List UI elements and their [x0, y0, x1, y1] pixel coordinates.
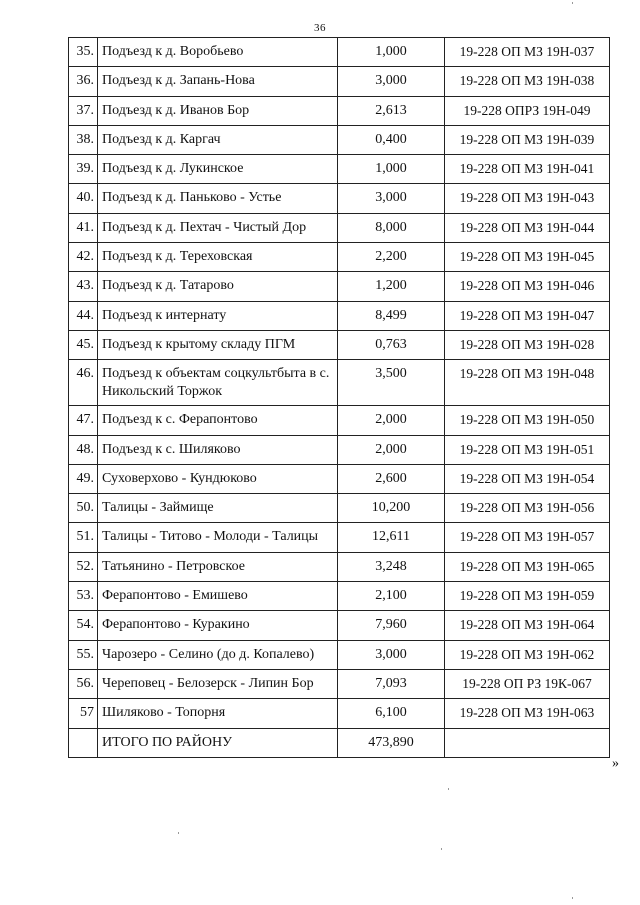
table-row [69, 406, 610, 435]
road-name-cell: Подъезд к д. Воробьево [98, 38, 338, 67]
road-length-cell: 6,100 [338, 699, 445, 728]
row-number-cell: 55. [69, 640, 98, 669]
road-length-cell: 2,000 [338, 435, 445, 464]
road-name-cell: Талицы - Займище [98, 494, 338, 523]
road-length-cell: 473,890 [338, 728, 445, 757]
road-length-cell: 2,100 [338, 582, 445, 611]
row-number-cell: 54. [69, 611, 98, 640]
road-length-cell: 3,000 [338, 640, 445, 669]
road-length-cell: 7,093 [338, 669, 445, 698]
road-length-cell: 2,000 [338, 406, 445, 435]
table-row [69, 523, 610, 552]
road-code-cell: 19-228 ОП МЗ 19Н-062 [445, 640, 610, 669]
road-length-cell: 3,000 [338, 67, 445, 96]
road-code-cell: 19-228 ОП МЗ 19Н-065 [445, 552, 610, 581]
table-row [69, 669, 610, 698]
row-number-cell: 35. [69, 38, 98, 67]
row-number-cell: 50. [69, 494, 98, 523]
table-row [69, 272, 610, 301]
table-row [69, 699, 610, 728]
road-name-cell: Ферапонтово - Емишево [98, 582, 338, 611]
road-length-cell: 2,600 [338, 464, 445, 493]
closing-quote: » [612, 756, 619, 771]
table-row [69, 301, 610, 330]
road-length-cell: 2,613 [338, 96, 445, 125]
road-length-cell: 8,000 [338, 213, 445, 242]
road-code-cell [445, 728, 610, 757]
table-row [69, 582, 610, 611]
total-row [69, 728, 610, 757]
road-name-cell: Шиляково - Топорня [98, 699, 338, 728]
road-code-cell: 19-228 ОП МЗ 19Н-038 [445, 67, 610, 96]
table-row [69, 611, 610, 640]
road-name-cell: ИТОГО ПО РАЙОНУ [98, 728, 338, 757]
road-name-cell: Талицы - Титово - Молоди - Талицы [98, 523, 338, 552]
road-length-cell: 3,248 [338, 552, 445, 581]
road-name-cell: Подъезд к д. Лукинское [98, 155, 338, 184]
road-length-cell: 12,611 [338, 523, 445, 552]
row-number-cell: 37. [69, 96, 98, 125]
road-code-cell: 19-228 ОП РЗ 19К-067 [445, 669, 610, 698]
table-row [69, 360, 610, 406]
table-row [69, 330, 610, 359]
scan-speck [441, 848, 442, 850]
road-code-cell: 19-228 ОП МЗ 19Н-050 [445, 406, 610, 435]
road-name-cell: Подъезд к объектам соцкультбыта в с. Никольский Торжок [98, 360, 338, 406]
road-code-cell: 19-228 ОП МЗ 19Н-064 [445, 611, 610, 640]
table-row [69, 96, 610, 125]
row-number-cell: 48. [69, 435, 98, 464]
road-name-cell: Подъезд к д. Тереховская [98, 243, 338, 272]
row-number-cell: 36. [69, 67, 98, 96]
row-number-cell: 49. [69, 464, 98, 493]
row-number-cell: 40. [69, 184, 98, 213]
row-number-cell: 42. [69, 243, 98, 272]
road-code-cell: 19-228 ОП МЗ 19Н-028 [445, 330, 610, 359]
road-length-cell: 3,500 [338, 360, 445, 406]
road-code-cell: 19-228 ОПРЗ 19Н-049 [445, 96, 610, 125]
row-number-cell: 38. [69, 125, 98, 154]
table-row [69, 552, 610, 581]
row-number-cell: 46. [69, 360, 98, 406]
road-code-cell: 19-228 ОП МЗ 19Н-045 [445, 243, 610, 272]
table-row [69, 435, 610, 464]
road-length-cell: 0,400 [338, 125, 445, 154]
road-code-cell: 19-228 ОП МЗ 19Н-044 [445, 213, 610, 242]
road-name-cell: Ферапонтово - Куракино [98, 611, 338, 640]
road-length-cell: 1,000 [338, 38, 445, 67]
row-number-cell: 51. [69, 523, 98, 552]
row-number-cell: 45. [69, 330, 98, 359]
road-code-cell: 19-228 ОП МЗ 19Н-063 [445, 699, 610, 728]
row-number-cell: 53. [69, 582, 98, 611]
road-name-cell: Суховерхово - Кундюково [98, 464, 338, 493]
table-row [69, 38, 610, 67]
road-code-cell: 19-228 ОП МЗ 19Н-048 [445, 360, 610, 406]
table-row [69, 155, 610, 184]
road-length-cell: 2,200 [338, 243, 445, 272]
road-code-cell: 19-228 ОП МЗ 19Н-047 [445, 301, 610, 330]
road-length-cell: 3,000 [338, 184, 445, 213]
road-name-cell: Подъезд к д. Паньково - Устье [98, 184, 338, 213]
road-code-cell: 19-228 ОП МЗ 19Н-046 [445, 272, 610, 301]
row-number-cell: 44. [69, 301, 98, 330]
table-row [69, 464, 610, 493]
road-code-cell: 19-228 ОП МЗ 19Н-054 [445, 464, 610, 493]
table-row [69, 640, 610, 669]
row-number-cell: 52. [69, 552, 98, 581]
scan-speck [178, 832, 179, 834]
road-length-cell: 1,000 [338, 155, 445, 184]
road-length-cell: 0,763 [338, 330, 445, 359]
road-code-cell: 19-228 ОП МЗ 19Н-059 [445, 582, 610, 611]
row-number-cell: 39. [69, 155, 98, 184]
road-length-cell: 8,499 [338, 301, 445, 330]
row-number-cell: 43. [69, 272, 98, 301]
page-number: 36 [314, 22, 326, 34]
table-row [69, 184, 610, 213]
road-name-cell: Череповец - Белозерск - Липин Бор [98, 669, 338, 698]
road-code-cell: 19-228 ОП МЗ 19Н-041 [445, 155, 610, 184]
table-row [69, 243, 610, 272]
road-code-cell: 19-228 ОП МЗ 19Н-043 [445, 184, 610, 213]
road-name-cell: Подъезд к д. Иванов Бор [98, 96, 338, 125]
road-name-cell: Подъезд к д. Каргач [98, 125, 338, 154]
road-code-cell: 19-228 ОП МЗ 19Н-051 [445, 435, 610, 464]
table-row [69, 213, 610, 242]
scan-speck [572, 2, 573, 4]
road-name-cell: Подъезд к с. Шиляково [98, 435, 338, 464]
scan-speck [448, 788, 449, 790]
row-number-cell: 56. [69, 669, 98, 698]
scan-speck [572, 897, 573, 899]
table-row [69, 67, 610, 96]
row-number-cell: 47. [69, 406, 98, 435]
roads-table [68, 37, 610, 758]
road-name-cell: Подъезд к д. Татарово [98, 272, 338, 301]
road-code-cell: 19-228 ОП МЗ 19Н-057 [445, 523, 610, 552]
road-name-cell: Подъезд к д. Пехтач - Чистый Дор [98, 213, 338, 242]
roads-table-body [69, 38, 610, 758]
road-code-cell: 19-228 ОП МЗ 19Н-056 [445, 494, 610, 523]
road-code-cell: 19-228 ОП МЗ 19Н-039 [445, 125, 610, 154]
row-number-cell [69, 728, 98, 757]
row-number-cell: 41. [69, 213, 98, 242]
road-length-cell: 10,200 [338, 494, 445, 523]
table-row [69, 125, 610, 154]
road-name-cell: Чарозеро - Селино (до д. Копалево) [98, 640, 338, 669]
road-name-cell: Подъезд к с. Ферапонтово [98, 406, 338, 435]
road-name-cell: Подъезд к интернату [98, 301, 338, 330]
road-name-cell: Татьянино - Петровское [98, 552, 338, 581]
road-name-cell: Подъезд к д. Запань-Нова [98, 67, 338, 96]
road-length-cell: 1,200 [338, 272, 445, 301]
row-number-cell: 57 [69, 699, 98, 728]
road-code-cell: 19-228 ОП МЗ 19Н-037 [445, 38, 610, 67]
table-row [69, 494, 610, 523]
road-name-cell: Подъезд к крытому складу ПГМ [98, 330, 338, 359]
road-length-cell: 7,960 [338, 611, 445, 640]
